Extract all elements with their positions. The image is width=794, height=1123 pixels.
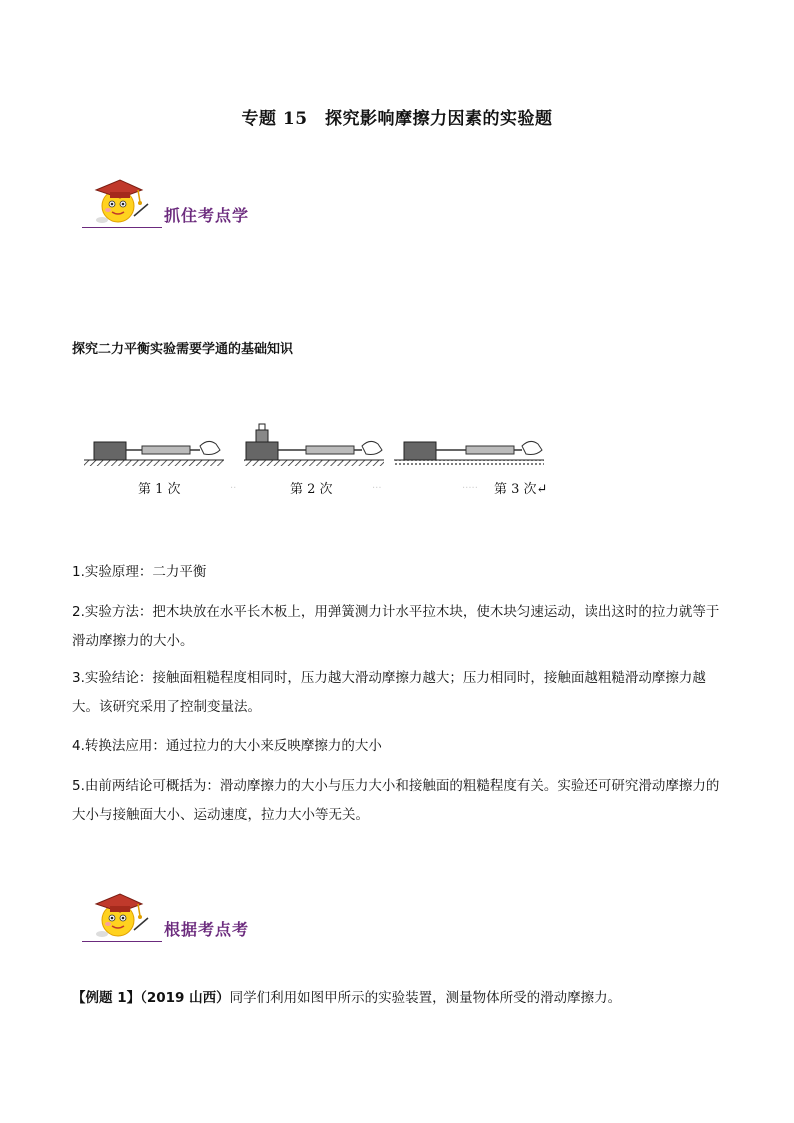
page-title: 专题 15 探究影响摩擦力因素的实验题 — [241, 109, 553, 129]
figure-caption-2: 第 2 次 — [290, 482, 333, 497]
subtitle: 探究二力平衡实验需要学通的基础知识 — [72, 342, 294, 357]
setup-2 — [244, 424, 384, 466]
example-source: （2019 山西） — [140, 990, 230, 1006]
faint-mark: ····· — [462, 483, 478, 494]
point-1: 1.实验原理：二力平衡 — [72, 564, 207, 580]
faint-mark: ··· — [372, 483, 382, 494]
point-3: 3.实验结论：接触面粗糙程度相同时，压力越大滑动摩擦力越大；压力相同时，接触面越粗糙滑动摩擦力越大。该研究采用了控制变量法。 — [72, 670, 706, 715]
setup-3 — [394, 441, 544, 466]
point-5: 5.由前两结论可概括为：滑动摩擦力的大小与压力大小和接触面的粗糙程度有关。实验还可研究滑动摩擦力的大小与接触面大小、运动速度，拉力大小等无关。 — [72, 778, 720, 823]
figure-caption-3: 第 3 次↵ — [494, 482, 548, 497]
graduation-cap-mascot-icon — [88, 168, 152, 232]
point-2: 2.实验方法：把木块放在水平长木板上，用弹簧测力计水平拉木块，使木块匀速运动，读出这时的拉力就等于滑动摩擦力的大小。 — [72, 604, 720, 649]
faint-mark: ·· — [230, 483, 237, 494]
setup-1 — [84, 441, 224, 466]
point-4: 4.转换法应用：通过拉力的大小来反映摩擦力的大小 — [72, 738, 382, 754]
section-header-learn — [80, 168, 400, 238]
figure-caption-1: 第 1 次 — [138, 482, 181, 497]
header-underline — [82, 227, 162, 228]
section-label: 根据考点考 — [164, 920, 250, 939]
section-label: 抓住考点学 — [164, 206, 250, 225]
example-tag: 【例题 1】 — [72, 990, 141, 1006]
example-1 — [72, 986, 752, 1010]
section-header-exam — [80, 882, 400, 952]
graduation-cap-mascot-icon — [88, 882, 152, 946]
header-underline — [82, 941, 162, 942]
example-text: 同学们利用如图甲所示的实验装置，测量物体所受的滑动摩擦力。 — [229, 990, 622, 1006]
